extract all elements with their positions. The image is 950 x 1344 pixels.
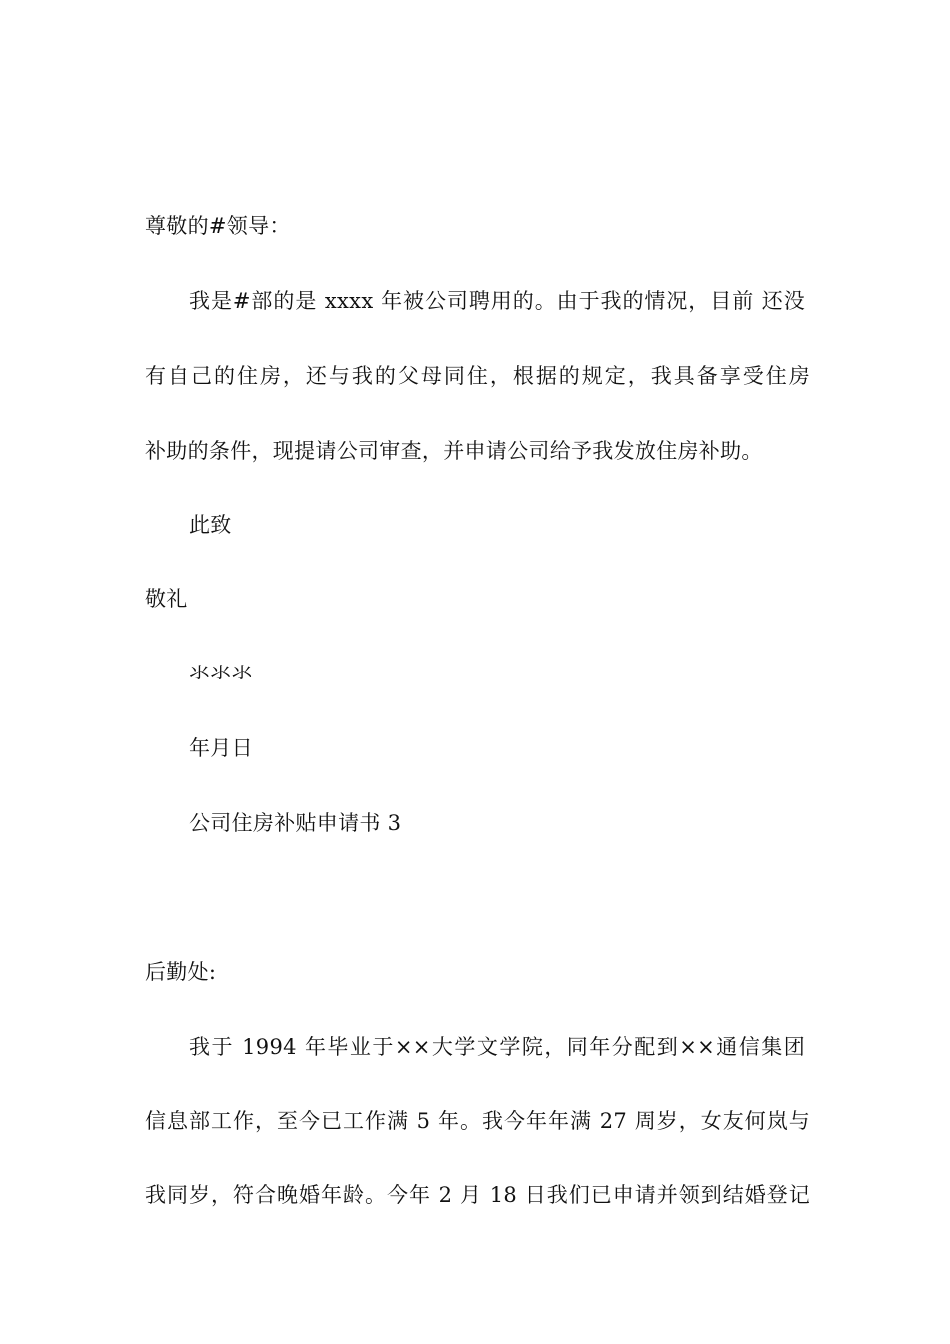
- letter1-signature: 氺氺氺: [189, 661, 253, 685]
- letter2-body-line-1: 我于 1994 年毕业于××大学文学院，同年分配到××通信集团: [189, 1035, 805, 1059]
- section-heading: 公司住房补贴申请书 3: [189, 811, 402, 835]
- letter1-closing-2: 敬礼: [145, 587, 188, 611]
- letter1-body-line-1: 我是#部的是 xxxx 年被公司聘用的。由于我的情况，目前 还没: [189, 289, 805, 313]
- letter1-body-line-3: 补助的条件，现提请公司审查，并申请公司给予我发放住房补助。: [145, 439, 763, 463]
- letter1-body-line-2: 有自己的住房，还与我的父母同住，根据的规定，我具备享受住房: [145, 364, 810, 388]
- letter1-closing-1: 此致: [189, 513, 232, 537]
- letter2-salutation: 后勤处:: [145, 960, 217, 984]
- letter1-salutation: 尊敬的#领导：: [145, 214, 291, 238]
- letter2-body-line-3: 我同岁，符合晚婚年龄。今年 2 月 18 日我们已申请并领到结婚登记: [145, 1183, 810, 1207]
- letter1-date: 年月日: [189, 736, 253, 760]
- letter2-body-line-2: 信息部工作，至今已工作满 5 年。我今年年满 27 周岁，女友何岚与: [145, 1109, 810, 1133]
